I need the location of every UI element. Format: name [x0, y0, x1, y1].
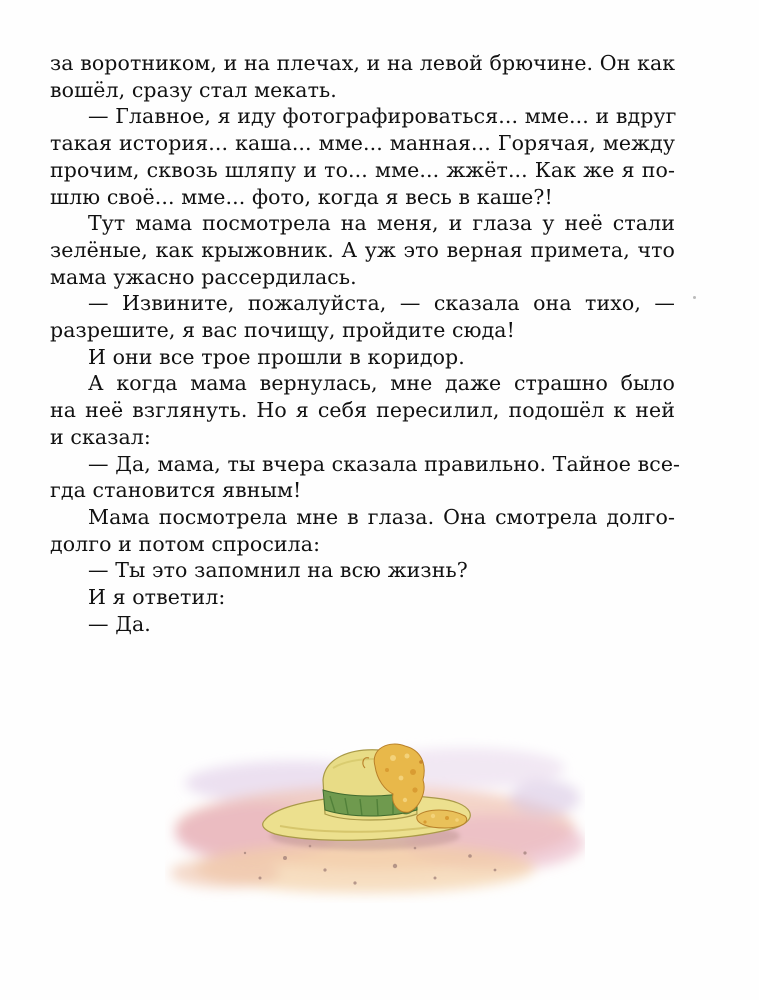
- text-line: прочим, сквозь шляпу и то... мме... жжёт... Как же я по-: [50, 157, 675, 182]
- text-line: Тут мама посмотрела на меня, и глаза у неё стали: [88, 211, 675, 236]
- text-line: шлю своё... мме... фото, когда я весь в каше?!: [50, 184, 553, 209]
- text-line: вошёл, сразу стал мекать.: [50, 77, 337, 102]
- text-line: И они все трое прошли в коридор.: [88, 344, 465, 369]
- hat-illustration: [165, 728, 585, 903]
- paragraph: [50, 50, 675, 103]
- paragraph: [50, 557, 675, 584]
- paragraph: [50, 103, 675, 210]
- paragraph: [50, 210, 675, 290]
- paragraph: [50, 344, 675, 371]
- text-line: И я ответил:: [88, 585, 226, 610]
- paragraph: [50, 451, 681, 504]
- text-line: — Извините, пожалуйста, — сказала она тихо, —: [88, 291, 675, 316]
- paragraph: [50, 370, 675, 450]
- paragraph: [50, 290, 675, 343]
- paragraph: [50, 504, 675, 557]
- text-line: Мама посмотрела мне в глаза. Она смотрела долго-: [88, 504, 675, 529]
- paragraph: [50, 611, 675, 638]
- text-line: мама ужасно рассердилась.: [50, 264, 357, 289]
- text-line: и сказал:: [50, 424, 151, 449]
- text-line: зелёные, как крыжовник. А уж это верная примета, что: [50, 237, 675, 262]
- text-line: — Да.: [88, 611, 151, 636]
- text-line: такая история... каша... мме... манная... Горячая, между: [50, 131, 675, 156]
- text-line: — Ты это запомнил на всю жизнь?: [88, 558, 468, 583]
- page-speck: [693, 296, 696, 299]
- text-line: А когда мама вернулась, мне даже страшно было: [88, 371, 675, 396]
- paragraph: [50, 584, 675, 611]
- story-text: [50, 50, 681, 637]
- hat-with-porridge-icon: [165, 728, 585, 903]
- text-line: на неё взглянуть. Но я себя пересилил, подошёл к ней: [50, 398, 675, 423]
- text-line: — Главное, я иду фотографироваться... мме... и вдруг: [88, 104, 677, 129]
- text-line: разрешите, я вас почищу, пройдите сюда!: [50, 318, 515, 343]
- text-line: долго и потом спросила:: [50, 531, 321, 556]
- text-line: за воротником, и на плечах, и на левой брючине. Он как: [50, 51, 676, 75]
- text-line: гда становится явным!: [50, 478, 302, 503]
- text-line: — Да, мама, ты вчера сказала правильно. Тайное все-: [88, 451, 681, 476]
